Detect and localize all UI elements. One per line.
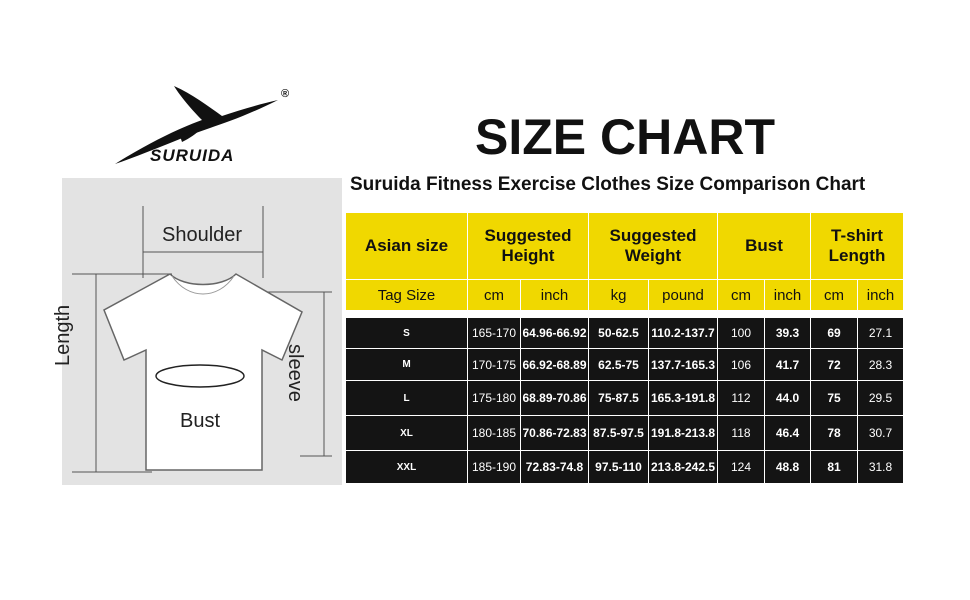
brand-name: SURUIDA [150,146,235,165]
cell-length-cm: 75 [811,381,858,415]
cell-weight-kg: 50-62.5 [589,318,649,348]
header-tshirt-length: T-shirt Length [811,213,903,279]
cell-length-inch: 28.3 [858,349,903,380]
cell-weight-pound: 213.8-242.5 [649,451,718,483]
cell-tag-size: M [346,349,468,380]
size-table-header [346,213,903,279]
sleeve-label: sleeve [284,344,306,402]
page-title: SIZE CHART [475,109,775,165]
cell-length-inch: 30.7 [858,416,903,450]
header-bust: Bust [718,213,811,279]
header-suggested-height: Suggested Height [468,213,589,279]
cell-height-inch: 68.89-70.86 [521,381,589,415]
cell-length-cm: 69 [811,318,858,348]
table-row [346,451,903,483]
cell-bust-inch: 39.3 [765,318,811,348]
cell-weight-pound: 165.3-191.8 [649,381,718,415]
cell-height-inch: 64.96-66.92 [521,318,589,348]
cell-height-cm: 185-190 [468,451,521,483]
cell-length-inch: 31.8 [858,451,903,483]
cell-height-cm: 180-185 [468,416,521,450]
cell-height-cm: 175-180 [468,381,521,415]
cell-weight-kg: 97.5-110 [589,451,649,483]
subheader-height-cm: cm [468,280,521,310]
table-row [346,318,903,348]
subheader-bust-inch: inch [765,280,811,310]
registered-mark: ® [281,88,290,100]
cell-bust-cm: 106 [718,349,765,380]
cell-tag-size: XL [346,416,468,450]
page-subtitle: Suruida Fitness Exercise Clothes Size Comparison Chart [350,174,866,195]
cell-weight-kg: 87.5-97.5 [589,416,649,450]
cell-length-cm: 72 [811,349,858,380]
subheader-height-inch: inch [521,280,589,310]
cell-length-cm: 81 [811,451,858,483]
subheader-weight-kg: kg [589,280,649,310]
cell-weight-pound: 191.8-213.8 [649,416,718,450]
cell-bust-inch: 46.4 [765,416,811,450]
cell-weight-pound: 137.7-165.3 [649,349,718,380]
cell-bust-cm: 124 [718,451,765,483]
shoulder-label: Shoulder [162,224,243,246]
length-label: Length [52,304,74,366]
cell-height-inch: 70.86-72.83 [521,416,589,450]
cell-length-cm: 78 [811,416,858,450]
cell-height-cm: 165-170 [468,318,521,348]
cell-bust-cm: 100 [718,318,765,348]
table-row [346,381,903,415]
cell-bust-cm: 118 [718,416,765,450]
cell-bust-cm: 112 [718,381,765,415]
cell-tag-size: XXL [346,451,468,483]
subheader-length-inch: inch [858,280,903,310]
header-asian-size: Asian size [346,213,468,279]
subheader-tag-size: Tag Size [346,280,468,310]
subheader-bust-cm: cm [718,280,765,310]
cell-weight-kg: 62.5-75 [589,349,649,380]
cell-height-cm: 170-175 [468,349,521,380]
cell-tag-size: L [346,381,468,415]
cell-height-inch: 66.92-68.89 [521,349,589,380]
tshirt-diagram [52,178,342,485]
cell-length-inch: 27.1 [858,318,903,348]
header-suggested-weight: Suggested Weight [589,213,718,279]
table-row [346,349,903,380]
cell-weight-pound: 110.2-137.7 [649,318,718,348]
subheader-weight-pound: pound [649,280,718,310]
size-table-subheader [346,280,903,310]
cell-weight-kg: 75-87.5 [589,381,649,415]
cell-bust-inch: 44.0 [765,381,811,415]
cell-bust-inch: 48.8 [765,451,811,483]
table-row [346,416,903,450]
cell-length-inch: 29.5 [858,381,903,415]
cell-bust-inch: 41.7 [765,349,811,380]
subheader-length-cm: cm [811,280,858,310]
cell-height-inch: 72.83-74.8 [521,451,589,483]
bust-label: Bust [180,410,221,432]
cell-tag-size: S [346,318,468,348]
